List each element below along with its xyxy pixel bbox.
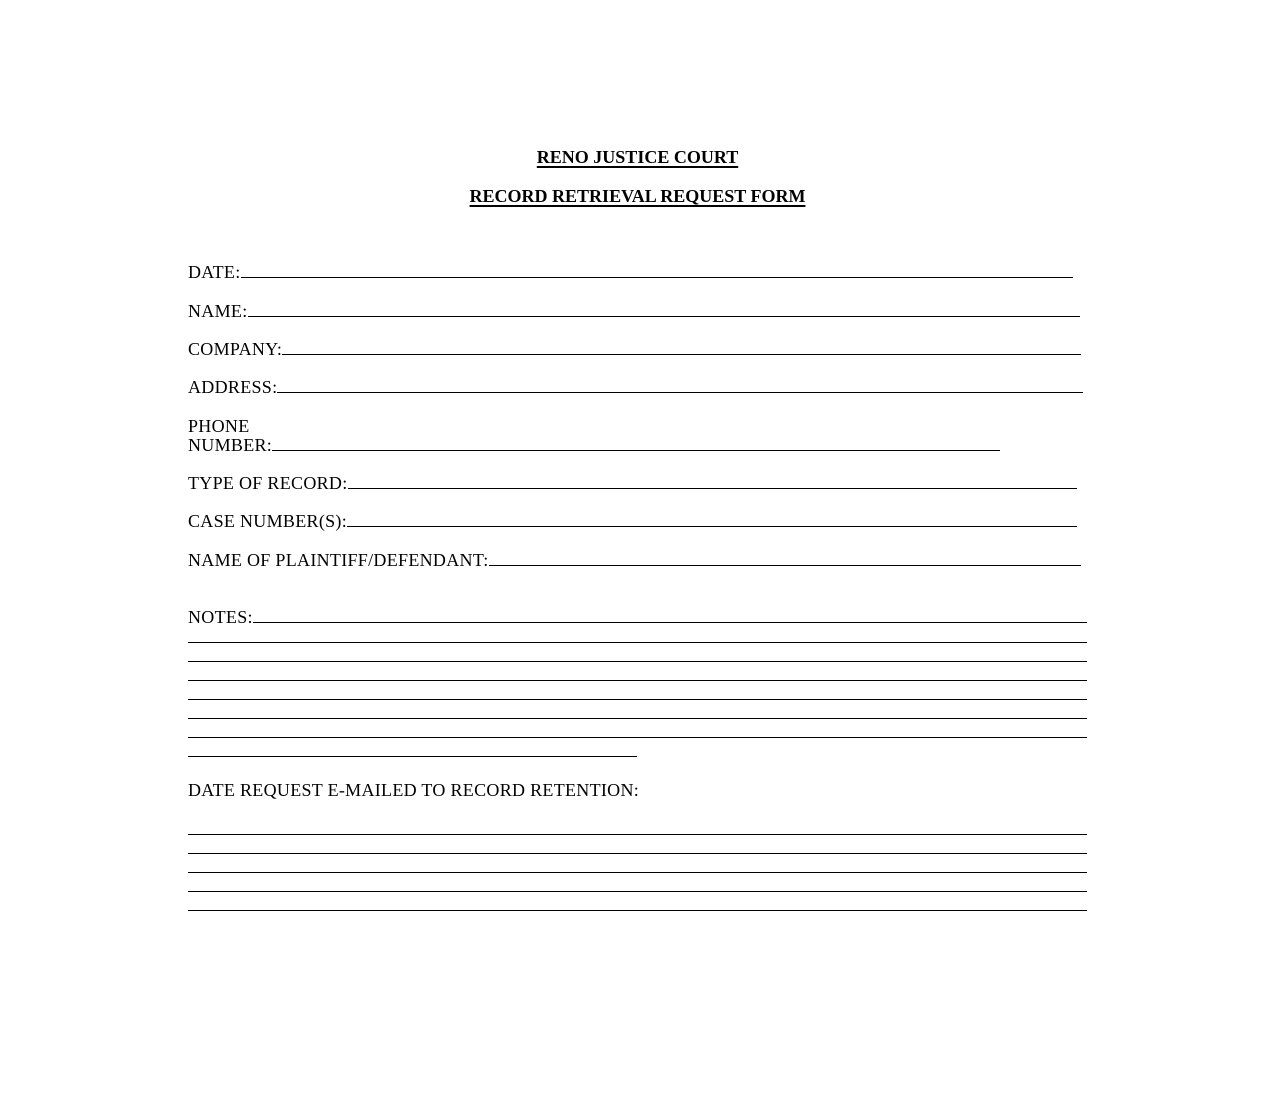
notes-line[interactable]	[188, 642, 1087, 643]
company-field[interactable]	[188, 339, 1081, 359]
court-name-text: RENO JUSTICE COURT	[536, 147, 739, 167]
notes-blank[interactable]	[253, 621, 1087, 623]
plaintiff-defendant-label: NAME OF PLAINTIFF/DEFENDANT:	[188, 550, 489, 570]
date-emailed-label: DATE REQUEST E-MAILED TO RECORD RETENTION:	[188, 780, 640, 800]
name-blank[interactable]	[248, 315, 1081, 317]
date-blank[interactable]	[241, 276, 1074, 278]
date-label: DATE:	[188, 262, 241, 282]
phone-blank[interactable]	[272, 449, 1000, 451]
case-numbers-blank[interactable]	[347, 525, 1077, 527]
type-of-record-blank[interactable]	[348, 487, 1077, 489]
case-numbers-label: CASE NUMBER(S):	[188, 511, 348, 531]
date-field[interactable]	[188, 262, 1073, 282]
date-emailed-line[interactable]	[188, 891, 1087, 892]
notes-label: NOTES:	[188, 607, 253, 627]
notes-line[interactable]	[188, 699, 1087, 700]
notes-line[interactable]	[188, 756, 637, 757]
date-emailed-line[interactable]	[188, 910, 1087, 911]
date-emailed-line[interactable]	[188, 834, 1087, 835]
address-blank[interactable]	[277, 391, 1083, 393]
form-title	[0, 186, 1275, 206]
type-of-record-label: TYPE OF RECORD:	[188, 473, 348, 493]
company-label: COMPANY:	[188, 339, 283, 359]
notes-line[interactable]	[188, 661, 1087, 662]
notes-line[interactable]	[188, 718, 1087, 719]
notes-line[interactable]	[188, 737, 1087, 738]
address-field[interactable]	[188, 377, 1083, 397]
plaintiff-defendant-field[interactable]	[188, 550, 1081, 570]
case-numbers-field[interactable]	[188, 511, 1077, 531]
plaintiff-defendant-blank[interactable]	[489, 564, 1081, 566]
phone-label-line2: NUMBER:	[188, 435, 273, 455]
notes-line[interactable]	[188, 680, 1087, 681]
type-of-record-field[interactable]	[188, 473, 1077, 493]
date-emailed-line[interactable]	[188, 853, 1087, 854]
form-title-text: RECORD RETRIEVAL REQUEST FORM	[469, 186, 806, 206]
company-blank[interactable]	[282, 353, 1081, 355]
court-name	[0, 147, 1275, 167]
name-label: NAME:	[188, 301, 248, 321]
name-field[interactable]	[188, 301, 1080, 321]
phone-label-line1: PHONE	[188, 416, 250, 436]
address-label: ADDRESS:	[188, 377, 278, 397]
date-emailed-line[interactable]	[188, 872, 1087, 873]
notes-field[interactable]	[188, 607, 1087, 627]
phone-field[interactable]	[188, 435, 1000, 455]
